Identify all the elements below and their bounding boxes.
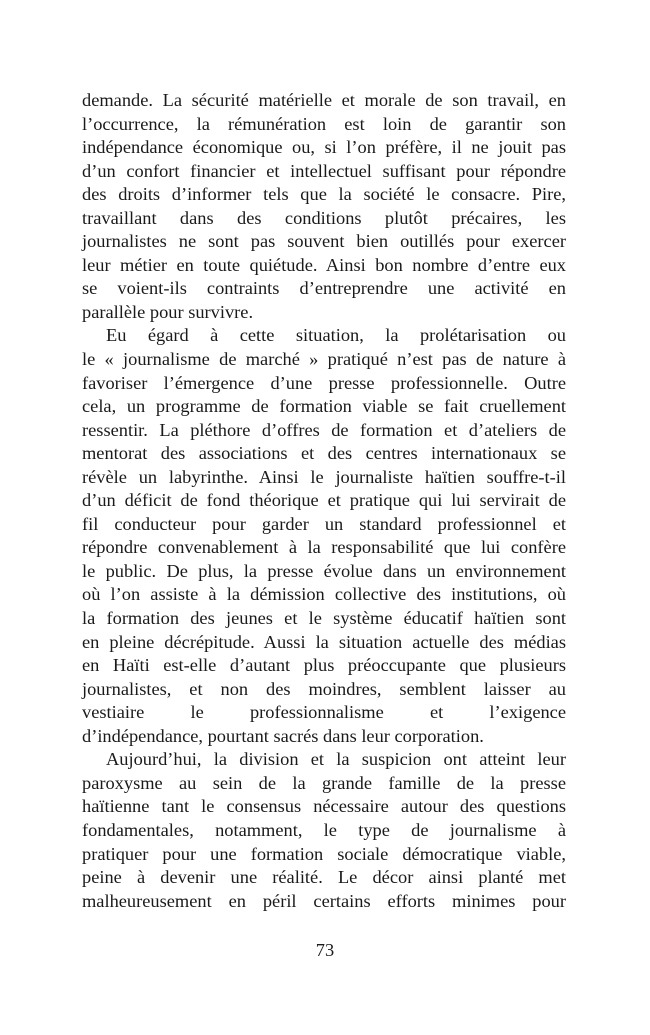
text-line: répondre convenablement à la responsabilité que lui confère (82, 537, 566, 558)
text-line: d’indépendance, pourtant sacrés dans leur corporation. (82, 725, 484, 746)
text-line: favoriser l’émergence d’une presse professionnelle. Outre (82, 372, 566, 393)
text-line: le public. De plus, la presse évolue dans un environnement (82, 560, 566, 581)
body-text (82, 89, 566, 913)
text-line: en Haïti est-elle d’autant plus préoccupante que plusieurs (82, 655, 566, 676)
text-line: le « journalisme de marché » pratiqué n’est pas de nature à (82, 349, 566, 370)
text-line: ressentir. La pléthore d’offres de formation et d’ateliers de (82, 419, 566, 440)
text-line: leur métier en toute quiétude. Ainsi bon nombre d’entre eux (82, 254, 566, 275)
text-line: malheureusement en péril certains efforts minimes pour (82, 890, 566, 911)
text-line: paroxysme au sein de la grande famille de la presse (82, 772, 566, 793)
text-line: demande. La sécurité matérielle et morale de son travail, en (82, 90, 566, 110)
text-line: parallèle pour survivre. (82, 301, 254, 322)
text-line: fondamentales, notamment, le type de journalisme à (82, 819, 566, 840)
text-line: indépendance économique ou, si l’on préfère, il ne jouit pas (82, 137, 566, 158)
text-line: d’un confort financier et intellectuel suffisant pour répondre (82, 160, 566, 181)
text-line: se voient-ils contraints d’entreprendre une activité en (82, 278, 566, 299)
text-line: où l’on assiste à la démission collective des institutions, où (82, 584, 566, 605)
text-line: cela, un programme de formation viable se fait cruellement (82, 396, 566, 417)
text-line: haïtienne tant le consensus nécessaire autour des questions (82, 796, 566, 817)
paragraph-2 (82, 324, 566, 748)
text-line: la formation des jeunes et le système éducatif haïtien sont (82, 608, 566, 629)
text-line: des droits d’informer tels que la société le consacre. Pire, (82, 184, 566, 205)
text-line: d’un déficit de fond théorique et pratique qui lui servirait de (82, 490, 566, 511)
text-line: journalistes, et non des moindres, semblent laisser au (82, 678, 566, 699)
text-line: travaillant dans des conditions plutôt précaires, les (82, 207, 566, 228)
paragraph-3 (82, 748, 566, 913)
text-line: journalistes ne sont pas souvent bien outillés pour exercer (82, 231, 566, 252)
text-line: en pleine décrépitude. Aussi la situation actuelle des médias (82, 631, 566, 652)
text-line: Eu égard à cette situation, la prolétarisation ou (106, 325, 566, 346)
text-line: Aujourd’hui, la division et la suspicion ont atteint leur (106, 749, 566, 770)
text-line: fil conducteur pour garder un standard professionnel et (82, 513, 566, 534)
text-line: peine à devenir une réalité. Le décor ainsi planté met (82, 867, 566, 888)
text-line: vestiaire le professionnalisme et l’exigence (82, 702, 566, 723)
page-number: 73 (315, 940, 335, 960)
text-line: mentorat des associations et des centres internationaux se (82, 443, 566, 464)
text-line: l’occurrence, la rémunération est loin de garantir son (82, 113, 566, 134)
text-line: pratiquer pour une formation sociale démocratique viable, (82, 843, 566, 864)
paragraph-1 (82, 89, 566, 324)
text-line: révèle un labyrinthe. Ainsi le journaliste haïtien souffre-t-il (82, 466, 566, 487)
